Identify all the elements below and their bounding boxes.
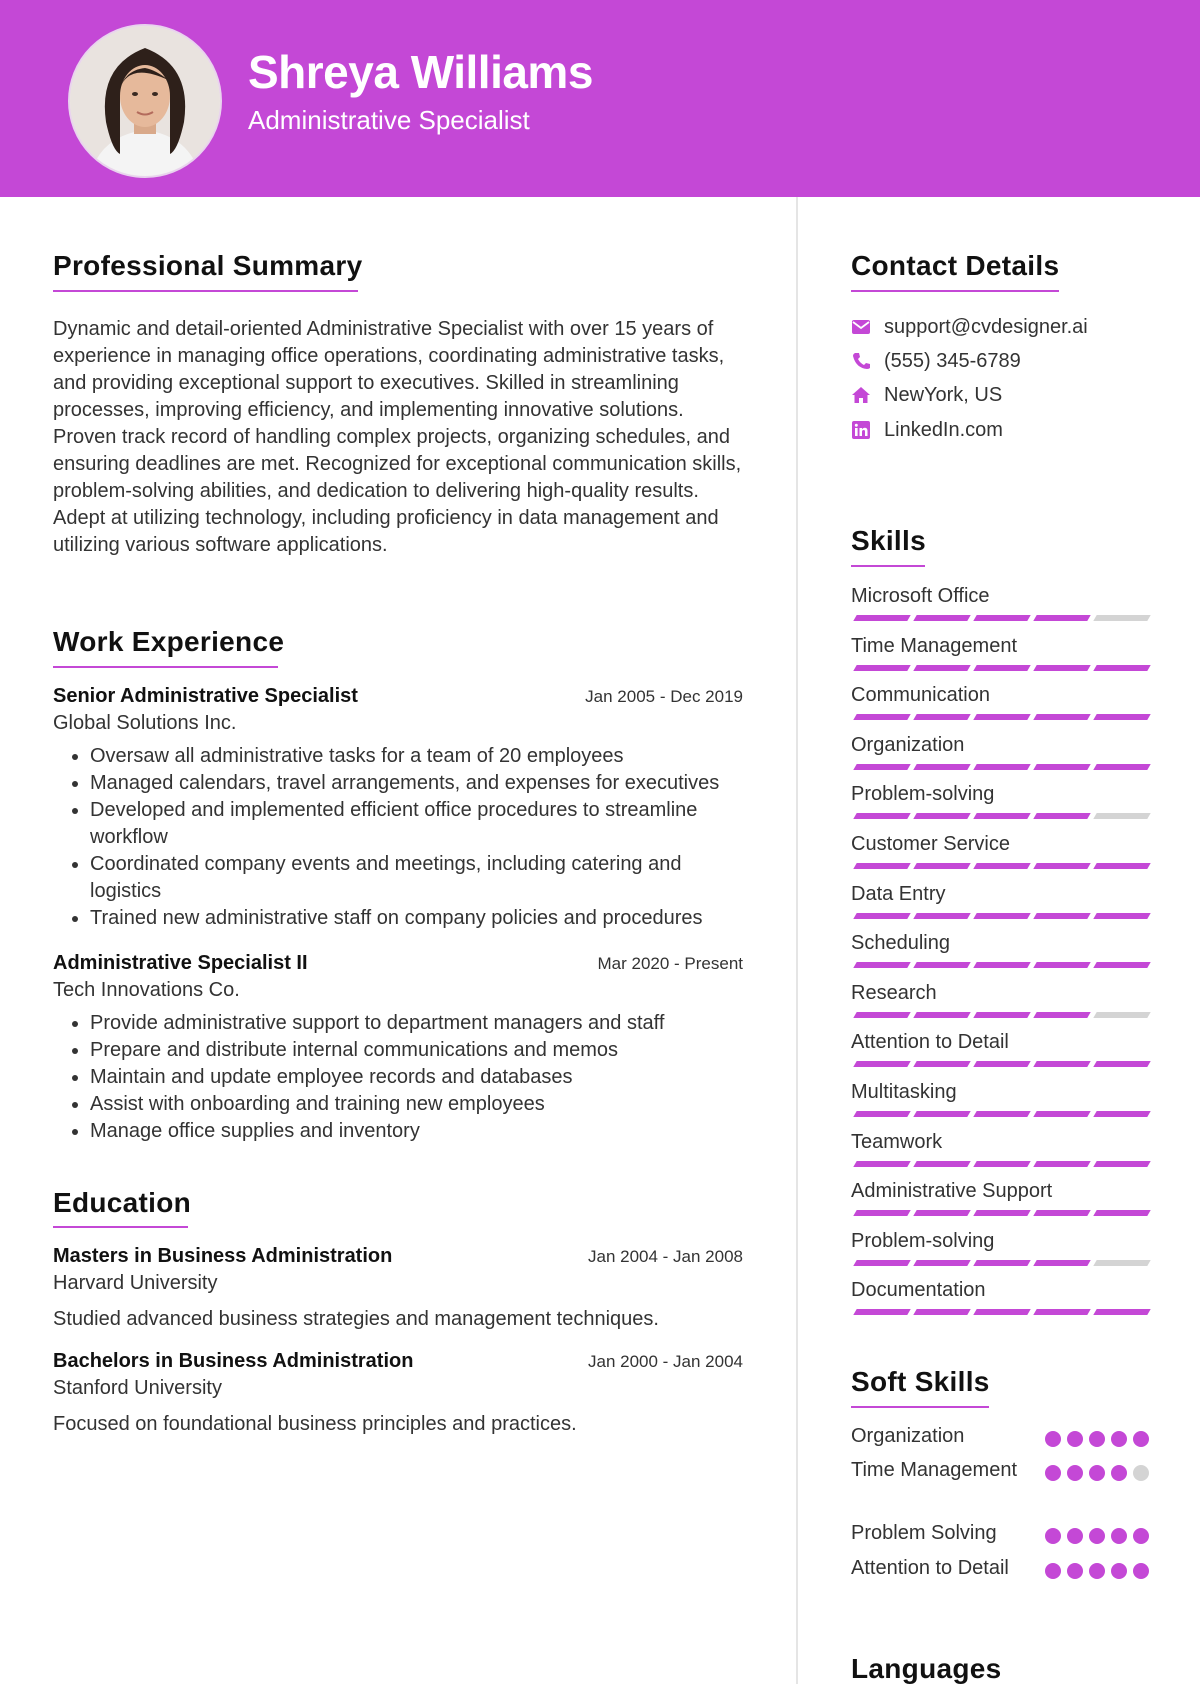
soft-skill-name: Attention to Detail [851, 1557, 1009, 1579]
linkedin-text: LinkedIn.com [884, 419, 1003, 441]
linkedin-icon [851, 421, 871, 439]
skill-segment-filled [913, 813, 970, 819]
education-dates: Jan 2004 - Jan 2008 [587, 1247, 743, 1266]
skill-segment-filled [1033, 1309, 1090, 1315]
degree-title: Masters in Business Administration [53, 1245, 393, 1267]
summary-underline [53, 290, 358, 292]
skill-name: Customer Service [851, 833, 1010, 855]
rating-dot-filled [1067, 1563, 1083, 1579]
rating-dot-filled [1089, 1563, 1105, 1579]
skill-segment-filled [1093, 764, 1150, 770]
profile-photo-illustration [70, 26, 220, 176]
skill-segment-filled [1093, 665, 1150, 671]
skill-segment-filled [1093, 1111, 1150, 1117]
envelope-icon [851, 318, 871, 336]
skill-name: Microsoft Office [851, 585, 990, 607]
rating-dot-filled [1089, 1431, 1105, 1447]
soft-skill-rating [1045, 1431, 1149, 1447]
phone-icon [851, 352, 871, 370]
skill-segment-filled [853, 1111, 910, 1117]
skill-name: Scheduling [851, 932, 950, 955]
skill-item [851, 980, 1147, 1006]
rating-dot-filled [1067, 1431, 1083, 1447]
skill-segment-filled [973, 615, 1030, 621]
skill-segment-empty [1093, 1012, 1150, 1018]
job-company: Tech Innovations Co. [53, 979, 240, 1001]
resume-header [0, 0, 1200, 197]
candidate-title: Administrative Specialist [248, 105, 530, 135]
job-bullet: • Managed calendars, travel arrangements, and expenses for executives [90, 770, 743, 797]
skill-segment-filled [913, 1012, 970, 1018]
education-entry [53, 1243, 743, 1333]
skill-segment-empty [1093, 1260, 1150, 1266]
skill-item [851, 1228, 1147, 1254]
rating-dot-filled [1111, 1431, 1127, 1447]
skill-segment-filled [973, 1210, 1030, 1216]
skill-segment-filled [913, 913, 970, 919]
skill-segment-filled [973, 1061, 1030, 1067]
skill-segment-filled [913, 1309, 970, 1315]
skill-segment-filled [853, 1161, 910, 1167]
skill-segment-filled [853, 863, 910, 869]
skill-segment-filled [973, 1161, 1030, 1167]
skill-level-bar [851, 913, 1147, 919]
skill-name: Teamwork [851, 1130, 943, 1153]
soft-skill-item [851, 1555, 1147, 1582]
skill-segment-filled [973, 913, 1030, 919]
rating-dot-filled [1111, 1465, 1127, 1481]
skill-level-bar [851, 813, 1147, 819]
skill-segment-filled [973, 813, 1030, 819]
skill-item [851, 1029, 1147, 1055]
soft-skills-heading: Soft Skills [851, 1366, 990, 1397]
rating-dot-filled [1089, 1465, 1105, 1481]
skill-name: Attention to Detail [851, 1031, 1009, 1054]
soft-skills-underline [851, 1406, 989, 1408]
skill-item [851, 930, 1147, 956]
skill-segment-filled [973, 1309, 1030, 1315]
education-entry [53, 1348, 743, 1438]
rating-dot-filled [1045, 1528, 1061, 1544]
skill-level-bar [851, 863, 1147, 869]
skill-level-bar [851, 1309, 1147, 1315]
skill-level-bar [851, 1061, 1147, 1067]
skill-segment-filled [1033, 764, 1090, 770]
skill-name: Problem-solving [851, 1229, 995, 1252]
skill-item [851, 1129, 1147, 1155]
skill-name: Time Management [851, 634, 1017, 657]
skill-name: Administrative Support [851, 1180, 1053, 1203]
education-underline [53, 1226, 188, 1228]
skill-segment-filled [1093, 863, 1150, 869]
job-dates: Mar 2020 - Present [597, 954, 743, 973]
job-dates: Jan 2005 - Dec 2019 [585, 687, 743, 706]
skill-segment-filled [853, 1210, 910, 1216]
soft-skill-name: Problem Solving [851, 1522, 997, 1544]
skill-level-bar [851, 665, 1147, 671]
rating-dot-filled [1067, 1528, 1083, 1544]
education-heading: Education [53, 1187, 192, 1218]
skill-segment-filled [973, 1111, 1030, 1117]
skill-level-bar [851, 764, 1147, 770]
skill-segment-filled [1033, 1061, 1090, 1067]
skill-item [851, 781, 1147, 807]
skill-level-bar [851, 962, 1147, 968]
skill-segment-filled [853, 1309, 910, 1315]
skill-segment-filled [1033, 1260, 1090, 1266]
phone-text: (555) 345-6789 [884, 350, 1021, 372]
skill-item [851, 881, 1147, 907]
rating-dot-filled [1133, 1563, 1149, 1579]
skill-segment-filled [853, 665, 910, 671]
rating-dot-filled [1089, 1528, 1105, 1544]
contact-heading: Contact Details [851, 250, 1060, 281]
soft-skill-name: Time Management [851, 1459, 1017, 1481]
languages-heading: Languages [851, 1653, 1002, 1684]
skill-segment-filled [1033, 615, 1090, 621]
skill-segment-filled [973, 1260, 1030, 1266]
skill-segment-filled [913, 1210, 970, 1216]
skill-name: Documentation [851, 1279, 986, 1302]
skill-segment-filled [1093, 962, 1150, 968]
experience-underline [53, 666, 278, 668]
skill-segment-filled [1033, 1210, 1090, 1216]
skill-level-bar [851, 1111, 1147, 1117]
skill-segment-filled [913, 764, 970, 770]
rating-dot-empty [1133, 1465, 1149, 1481]
skill-segment-filled [913, 1061, 970, 1067]
job-bullet: • Developed and implemented efficient office procedures to streamline workflow [90, 797, 743, 851]
rating-dot-filled [1133, 1528, 1149, 1544]
skill-name: Organization [851, 733, 965, 756]
job-bullet: • Maintain and update employee records and databases [90, 1064, 743, 1091]
skill-segment-filled [1033, 1161, 1090, 1167]
skill-level-bar [851, 1012, 1147, 1018]
job-bullet: • Assist with onboarding and training new employees [90, 1091, 743, 1118]
job-bullet: • Provide administrative support to department managers and staff [90, 1010, 743, 1037]
soft-skill-name: Organization [851, 1425, 965, 1447]
skill-name: Data Entry [851, 882, 946, 905]
skill-segment-filled [1093, 1309, 1150, 1315]
skill-segment-filled [913, 863, 970, 869]
school-name: Harvard University [53, 1272, 218, 1294]
skill-name: Multitasking [851, 1081, 957, 1103]
experience-heading: Work Experience [53, 626, 285, 657]
skill-segment-filled [1033, 863, 1090, 869]
job-bullet: • Manage office supplies and inventory [90, 1118, 743, 1145]
skill-segment-filled [1033, 1012, 1090, 1018]
skill-segment-filled [913, 714, 970, 720]
skill-segment-filled [853, 1012, 910, 1018]
skill-item [851, 682, 1147, 708]
job-entry [53, 683, 743, 932]
location-text: NewYork, US [884, 384, 1003, 406]
skill-level-bar [851, 1161, 1147, 1167]
job-bullet: • Coordinated company events and meetings, including catering and logistics [90, 851, 743, 905]
skill-level-bar [851, 1210, 1147, 1216]
rating-dot-filled [1045, 1563, 1061, 1579]
skill-segment-filled [853, 1260, 910, 1266]
education-description: Focused on foundational business principles and practices. [53, 1413, 577, 1435]
skill-segment-filled [1033, 1111, 1090, 1117]
skill-name: Problem-solving [851, 783, 995, 806]
soft-skill-item [851, 1520, 1147, 1547]
contact-underline [851, 290, 1059, 292]
skill-segment-filled [973, 1012, 1030, 1018]
skill-segment-filled [1093, 1061, 1150, 1067]
education-dates: Jan 2000 - Jan 2004 [587, 1352, 743, 1371]
skill-segment-filled [1093, 1210, 1150, 1216]
email-text: support@cvdesigner.ai [884, 316, 1088, 338]
job-bullet: • Trained new administrative staff on company policies and procedures [90, 905, 743, 932]
skill-item [851, 1178, 1147, 1204]
skill-segment-filled [973, 665, 1030, 671]
job-company: Global Solutions Inc. [53, 712, 237, 734]
skill-segment-filled [973, 863, 1030, 869]
skill-item [851, 732, 1147, 758]
skill-segment-filled [1033, 962, 1090, 968]
skill-segment-filled [913, 665, 970, 671]
education-description: Studied advanced business strategies and management techniques. [53, 1308, 659, 1330]
job-bullets [53, 743, 743, 932]
skill-segment-filled [853, 764, 910, 770]
profile-photo [68, 24, 222, 178]
skill-segment-filled [1033, 913, 1090, 919]
skill-level-bar [851, 1260, 1147, 1266]
skill-item [851, 831, 1147, 857]
skill-level-bar [851, 714, 1147, 720]
home-icon [851, 386, 871, 404]
degree-title: Bachelors in Business Administration [53, 1350, 414, 1372]
rating-dot-filled [1133, 1431, 1149, 1447]
rating-dot-filled [1045, 1431, 1061, 1447]
column-divider [796, 197, 798, 1684]
skill-segment-filled [1093, 913, 1150, 919]
skill-item [851, 1079, 1147, 1105]
job-title: Administrative Specialist II [53, 952, 308, 974]
skill-segment-filled [853, 1061, 910, 1067]
job-bullet: • Prepare and distribute internal communications and memos [90, 1037, 743, 1064]
soft-skill-item [851, 1423, 1147, 1450]
rating-dot-filled [1111, 1563, 1127, 1579]
skills-underline [851, 565, 925, 567]
skill-segment-filled [853, 714, 910, 720]
candidate-name: Shreya Williams [248, 46, 593, 98]
skill-segment-filled [1033, 714, 1090, 720]
rating-dot-filled [1045, 1465, 1061, 1481]
skill-segment-filled [1033, 813, 1090, 819]
skill-item [851, 633, 1147, 659]
skill-segment-filled [913, 615, 970, 621]
skill-segment-filled [913, 962, 970, 968]
skill-segment-filled [913, 1260, 970, 1266]
skill-segment-filled [913, 1111, 970, 1117]
summary-text: Dynamic and detail-oriented Administrative Specialist with over 15 years of experience in managing office operations, coordinating administrative tasks, and providing exceptional support to executives. Skilled in streamlining processes, improving efficiency, and implementing innovative solutions. Proven track record of handling complex projects, organizing schedules, and ensuring deadlines are met. Recognized for exceptional communication skills, problem-solving abilities, and dedication to delivering high-quality results. Adept at utilizing technology, including proficiency in data management and utilizing various software applications. [53, 318, 742, 556]
skill-segment-empty [1093, 813, 1150, 819]
skill-segment-filled [1093, 1161, 1150, 1167]
skill-item [851, 1277, 1147, 1303]
skill-segment-filled [853, 813, 910, 819]
rating-dot-filled [1067, 1465, 1083, 1481]
job-bullet: • Oversaw all administrative tasks for a team of 20 employees [90, 743, 743, 770]
skill-segment-empty [1093, 615, 1150, 621]
skill-segment-filled [853, 615, 910, 621]
skill-segment-filled [1033, 665, 1090, 671]
soft-skill-rating [1045, 1563, 1149, 1579]
school-name: Stanford University [53, 1377, 222, 1399]
soft-skill-item [851, 1457, 1147, 1484]
job-entry [53, 950, 743, 1145]
skill-segment-filled [853, 962, 910, 968]
skill-level-bar [851, 615, 1147, 621]
job-bullets [53, 1010, 743, 1145]
skill-name: Communication [851, 684, 990, 707]
skill-segment-filled [973, 714, 1030, 720]
skill-name: Research [851, 981, 937, 1004]
skill-segment-filled [973, 962, 1030, 968]
job-title: Senior Administrative Specialist [53, 685, 358, 707]
soft-skill-rating [1045, 1465, 1149, 1481]
skill-segment-filled [853, 913, 910, 919]
skill-segment-filled [973, 764, 1030, 770]
skill-segment-filled [913, 1161, 970, 1167]
skill-segment-filled [1093, 714, 1150, 720]
skill-item [851, 583, 1147, 609]
rating-dot-filled [1111, 1528, 1127, 1544]
summary-heading: Professional Summary [53, 250, 363, 281]
skills-heading: Skills [851, 525, 926, 556]
soft-skill-rating [1045, 1528, 1149, 1544]
